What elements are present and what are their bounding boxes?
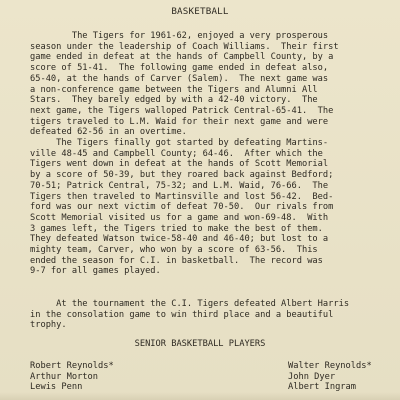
paragraph-line: 70-51; Patrick Central, 75-32; and L.M. Waid, 76-66. The xyxy=(30,180,329,191)
paragraph-line: ended the season for C.I. in basketball. The record was xyxy=(30,255,323,266)
page-title: BASKETBALL xyxy=(171,6,229,17)
paragraph-line: Stars. They barely edged by with a 42-40 victory. The xyxy=(30,95,318,106)
player-name: Albert Ingram xyxy=(288,382,356,393)
paragraph-line: defeated 62-56 in an overtime. xyxy=(30,127,187,138)
player-name: Robert Reynolds* xyxy=(30,361,114,371)
paragraph-line: 65-40, at the hands of Carver (Salem). The next game was xyxy=(30,73,329,84)
paragraph-line: trophy. xyxy=(30,320,67,331)
paragraph-line: ville 48-45 and Campbell County; 64-46. After which the xyxy=(30,148,323,159)
paragraph-line: next game, the Tigers walloped Patrick Central-65-41. The xyxy=(30,105,334,116)
paragraph-line: 9-7 for all games played. xyxy=(30,266,161,277)
paragraph-line: The Tigers finally got started by defeating Martins- xyxy=(56,138,329,148)
paragraph-line: game ended in defeat at the hands of Campbell County, by a xyxy=(30,52,334,63)
paragraph-line: Scott Memorial visited us for a game and won-69-48. With xyxy=(30,212,329,223)
paragraph-line: mighty team, Carver, who won by a score of 63-56. This xyxy=(30,245,318,256)
paragraph-line: 3 games left, the Tigers tried to make the best of them. xyxy=(30,223,323,234)
players-list-right xyxy=(288,361,372,393)
paragraph-season-opening xyxy=(30,31,380,138)
player-name: Arthur Morton xyxy=(30,371,98,382)
page-edge-shadow xyxy=(0,392,400,400)
paragraph-line: score of 51-41. The following game ended in defeat also, xyxy=(30,63,329,74)
players-list-left xyxy=(30,361,114,393)
paragraph-line: At the tournament the C.I. Tigers defeated Albert Harris xyxy=(56,299,350,309)
paragraph-line: season under the leadership of Coach Williams. Their first xyxy=(30,41,339,52)
players-heading: SENIOR BASKETBALL PLAYERS xyxy=(134,339,266,349)
paragraph-line: by a score of 50-39, but they roared back against Bedford; xyxy=(30,170,334,181)
paragraph-line: Tigers went down in defeat at the hands of Scott Memorial xyxy=(30,159,329,170)
player-name: Lewis Penn xyxy=(30,382,83,393)
paragraph-line: Tigers then traveled to Martinsville and lost 56-42. Bed- xyxy=(30,191,334,202)
paragraph-line: tigers traveled to L.M. Waid for their next game and were xyxy=(30,116,329,127)
paragraph-line: a non-conference game between the Tigers and Alumni All xyxy=(30,84,318,95)
player-name: John Dyer xyxy=(288,371,336,382)
paragraph-tournament xyxy=(30,299,380,331)
paragraph-line: The Tigers for 1961-62, enjoyed a very prosperous xyxy=(71,31,329,41)
player-name: Walter Reynolds* xyxy=(288,361,372,371)
paragraph-line: ford was our next victim of defeat 70-50. Our rivals from xyxy=(30,202,334,213)
paragraph-line: They defeated Watson twice-58-40 and 46-40; but lost to a xyxy=(30,234,329,245)
paragraph-season-results xyxy=(30,138,380,277)
paragraph-line: in the consolation game to win third place and a beautiful xyxy=(30,309,334,320)
